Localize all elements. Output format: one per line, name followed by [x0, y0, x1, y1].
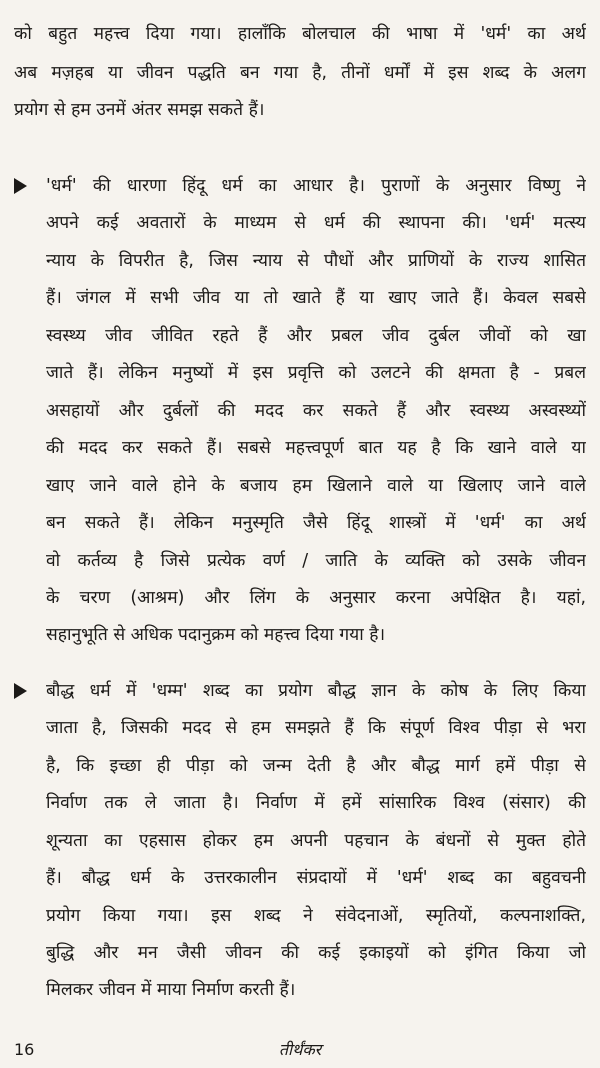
bullet-2-line: निर्वाण तक ले जाता है। निर्वाण में हमें सांसारिक विश्व (संसार) की: [46, 793, 586, 813]
triangle-bullet-icon: [14, 178, 27, 194]
page-number: 16: [14, 1040, 35, 1059]
bullet-1-line: के चरण (आश्रम) और लिंग के अनुसार करना अपेक्षित है। यहां,: [46, 588, 586, 608]
bullet-2-line: बुद्धि और मन जैसी जीवन की कई इकाइयों को इंगित किया जो: [46, 943, 586, 963]
bullet-1-line: अपने कई अवतारों के माध्यम से धर्म की स्थापना की। 'धर्म' मत्स्य: [46, 213, 586, 233]
bullet-1-line: खाए जाने वाले होने के बजाय हम खिलाने वाले या खिलाए जाने वाले: [46, 476, 586, 496]
bullet-1-line: जाते हैं। लेकिन मनुष्यों में इस प्रवृत्ति को उलटने की क्षमता है - प्रबल: [46, 363, 586, 383]
bullet-2-line: बौद्ध धर्म में 'धम्म' शब्द का प्रयोग बौद्ध ज्ञान के कोष के लिए किया: [46, 681, 586, 701]
bullet-1-line: स्वस्थ्य जीव जीवित रहते हैं और प्रबल जीव दुर्बल जीवों को खा: [46, 326, 586, 346]
bullet-2-line: प्रयोग किया गया। इस शब्द ने संवेदनाओं, स्मृतियों, कल्पनाशक्ति,: [46, 906, 586, 926]
intro-line: अब मज़हब या जीवन पद्धति बन गया है, तीनों धर्मों में इस शब्द के अलग: [14, 63, 586, 83]
bullet-1-line: असहायों और दुर्बलों की मदद कर सकते हैं और स्वस्थ्य अस्वस्थ्यों: [46, 401, 586, 421]
bullet-2-line: है, कि इच्छा ही पीड़ा को जन्म देती है और बौद्ध मार्ग हमें पीड़ा से: [46, 756, 586, 776]
bullet-1-line: की मदद कर सकते हैं। सबसे महत्त्वपूर्ण बात यह है कि खाने वाले या: [46, 438, 586, 458]
bullet-1-line: बन सकते हैं। लेकिन मनुस्मृति जैसे हिंदू शास्त्रों में 'धर्म' का अर्थ: [46, 513, 586, 533]
bullet-1-line: हैं। जंगल में सभी जीव या तो खाते हैं या खाए जाते हैं। केवल सबसे: [46, 288, 586, 308]
bullet-1-line: न्याय के विपरीत है, जिस न्याय से पौधों और प्राणियों के राज्य शासित: [46, 251, 586, 271]
running-footer-title: तीर्थंकर: [278, 1040, 322, 1059]
bullet-2-line: हैं। बौद्ध धर्म के उत्तरकालीन संप्रदायों में 'धर्म' शब्द का बहुवचनी: [46, 868, 586, 888]
bullet-1-line: सहानुभूति से अधिक पदानुक्रम को महत्त्व दिया गया है।: [46, 625, 386, 645]
bullet-2-line: शून्यता का एहसास होकर हम अपनी पहचान के बंधनों से मुक्त होते: [46, 831, 586, 851]
intro-line: को बहुत महत्त्व दिया गया। हालाँकि बोलचाल की भाषा में 'धर्म' का अर्थ: [14, 24, 586, 44]
triangle-bullet-icon: [14, 683, 27, 699]
bullet-1-line: 'धर्म' की धारणा हिंदू धर्म का आधार है। पुराणों के अनुसार विष्णु ने: [46, 176, 586, 196]
bullet-1-line: वो कर्तव्य है जिसे प्रत्येक वर्ण / जाति के व्यक्ति को उसके जीवन: [46, 551, 586, 571]
intro-line: प्रयोग से हम उनमें अंतर समझ सकते हैं।: [14, 100, 265, 120]
bullet-2-line: जाता है, जिसकी मदद से हम समझते हैं कि संपूर्ण विश्व पीड़ा से भरा: [46, 718, 586, 738]
bullet-2-line: मिलकर जीवन में माया निर्माण करती हैं।: [46, 980, 296, 1000]
